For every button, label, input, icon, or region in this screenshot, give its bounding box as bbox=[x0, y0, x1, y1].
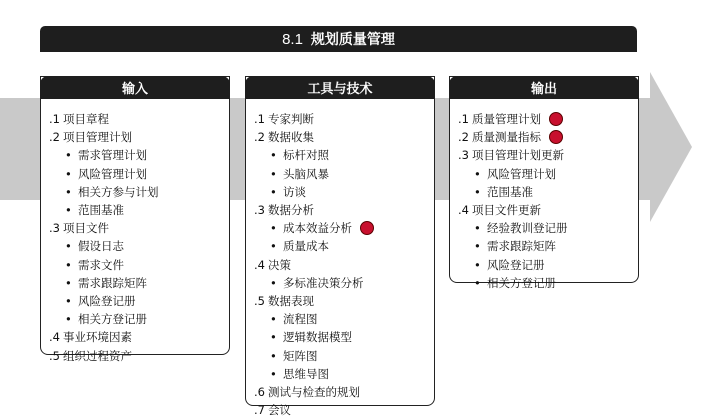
bullet-icon: • bbox=[474, 166, 481, 181]
output-subitem: • 需求跟踪矩阵 bbox=[458, 237, 634, 255]
input-subitem: • 风险管理计划 bbox=[49, 165, 225, 183]
bullet-icon: • bbox=[474, 221, 481, 236]
process-title-bar bbox=[40, 26, 637, 52]
red-marker-icon bbox=[549, 112, 563, 126]
tool-subitem: • 流程图 bbox=[254, 310, 430, 328]
inputs-list bbox=[49, 110, 225, 365]
inputs-header: 输入 bbox=[40, 76, 230, 99]
bullet-icon: • bbox=[270, 348, 277, 363]
bullet-icon: • bbox=[474, 257, 481, 272]
bullet-icon: • bbox=[270, 221, 277, 236]
bullet-icon: • bbox=[65, 275, 72, 290]
bullet-icon: • bbox=[270, 184, 277, 199]
outputs-header: 输出 bbox=[449, 76, 639, 99]
process-title: 规划质量管理 bbox=[310, 32, 395, 48]
bullet-icon: • bbox=[65, 312, 72, 327]
tool-subitem: • 多标准决策分析 bbox=[254, 274, 430, 292]
output-subitem: • 经验教训登记册 bbox=[458, 219, 634, 237]
output-item: .2 质量测量指标 bbox=[458, 128, 634, 146]
outputs-panel bbox=[449, 76, 639, 290]
tools-panel bbox=[245, 76, 435, 418]
input-subitem: • 相关方登记册 bbox=[49, 310, 225, 328]
bullet-icon: • bbox=[270, 312, 277, 327]
output-item: .4 项目文件更新 bbox=[458, 203, 541, 218]
bullet-icon: • bbox=[474, 184, 481, 199]
tool-item: .5 数据表现 bbox=[254, 294, 314, 309]
bullet-icon: • bbox=[65, 239, 72, 254]
bullet-icon: • bbox=[65, 203, 72, 218]
bullet-icon: • bbox=[270, 148, 277, 163]
input-subitem: • 假设日志 bbox=[49, 237, 225, 255]
bullet-icon: • bbox=[474, 239, 481, 254]
flow-arrow-icon bbox=[650, 72, 695, 222]
input-subitem: • 相关方参与计划 bbox=[49, 183, 225, 201]
bullet-icon: • bbox=[474, 275, 481, 290]
red-marker-icon bbox=[549, 130, 563, 144]
bullet-icon: • bbox=[270, 330, 277, 345]
tool-item: .4 决策 bbox=[254, 257, 291, 272]
tool-subitem: • 逻辑数据模型 bbox=[254, 328, 430, 346]
bullet-icon: • bbox=[65, 257, 72, 272]
input-subitem: • 需求文件 bbox=[49, 256, 225, 274]
tool-item: .2 数据收集 bbox=[254, 130, 314, 145]
tool-subitem: • 访谈 bbox=[254, 183, 430, 201]
input-subitem: • 需求管理计划 bbox=[49, 146, 225, 164]
bullet-icon: • bbox=[270, 239, 277, 254]
tool-item: .7 会议 bbox=[254, 403, 291, 418]
red-marker-icon bbox=[360, 221, 374, 235]
output-subitem: • 相关方登记册 bbox=[458, 274, 634, 292]
inputs-panel bbox=[40, 76, 230, 363]
tool-subitem: • 思维导图 bbox=[254, 365, 430, 383]
tool-subitem: • 质量成本 bbox=[254, 237, 430, 255]
output-subitem: • 风险登记册 bbox=[458, 256, 634, 274]
input-item: .1 项目章程 bbox=[49, 112, 109, 126]
bullet-icon: • bbox=[270, 275, 277, 290]
bullet-icon: • bbox=[270, 166, 277, 181]
bullet-icon: • bbox=[65, 166, 72, 181]
tool-subitem: • 矩阵图 bbox=[254, 347, 430, 365]
bullet-icon: • bbox=[65, 148, 72, 163]
input-subitem: • 需求跟踪矩阵 bbox=[49, 274, 225, 292]
tool-item: .1 专家判断 bbox=[254, 112, 314, 126]
tool-subitem: • 成本效益分析 bbox=[254, 219, 430, 237]
bullet-icon: • bbox=[65, 294, 72, 309]
input-subitem: • 风险登记册 bbox=[49, 292, 225, 310]
output-subitem: • 风险管理计划 bbox=[458, 165, 634, 183]
bullet-icon: • bbox=[65, 184, 72, 199]
tool-item: .6 测试与检查的规划 bbox=[254, 385, 360, 400]
output-item: .3 项目管理计划更新 bbox=[458, 148, 564, 163]
input-item: .5 组织过程资产 bbox=[49, 348, 132, 363]
input-item: .3 项目文件 bbox=[49, 221, 109, 236]
output-subitem: • 范围基准 bbox=[458, 183, 634, 201]
input-item: .2 项目管理计划 bbox=[49, 130, 132, 145]
tool-subitem: • 标杆对照 bbox=[254, 146, 430, 164]
outputs-list bbox=[458, 110, 634, 292]
input-item: .4 事业环境因素 bbox=[49, 330, 132, 345]
tool-subitem: • 头脑风暴 bbox=[254, 165, 430, 183]
process-number: 8.1 bbox=[282, 30, 303, 48]
tools-header: 工具与技术 bbox=[245, 76, 435, 99]
bullet-icon: • bbox=[270, 366, 277, 381]
input-subitem: • 范围基准 bbox=[49, 201, 225, 219]
output-item: .1 质量管理计划 bbox=[458, 110, 634, 128]
tool-item: .3 数据分析 bbox=[254, 203, 314, 218]
tools-list bbox=[254, 110, 430, 419]
